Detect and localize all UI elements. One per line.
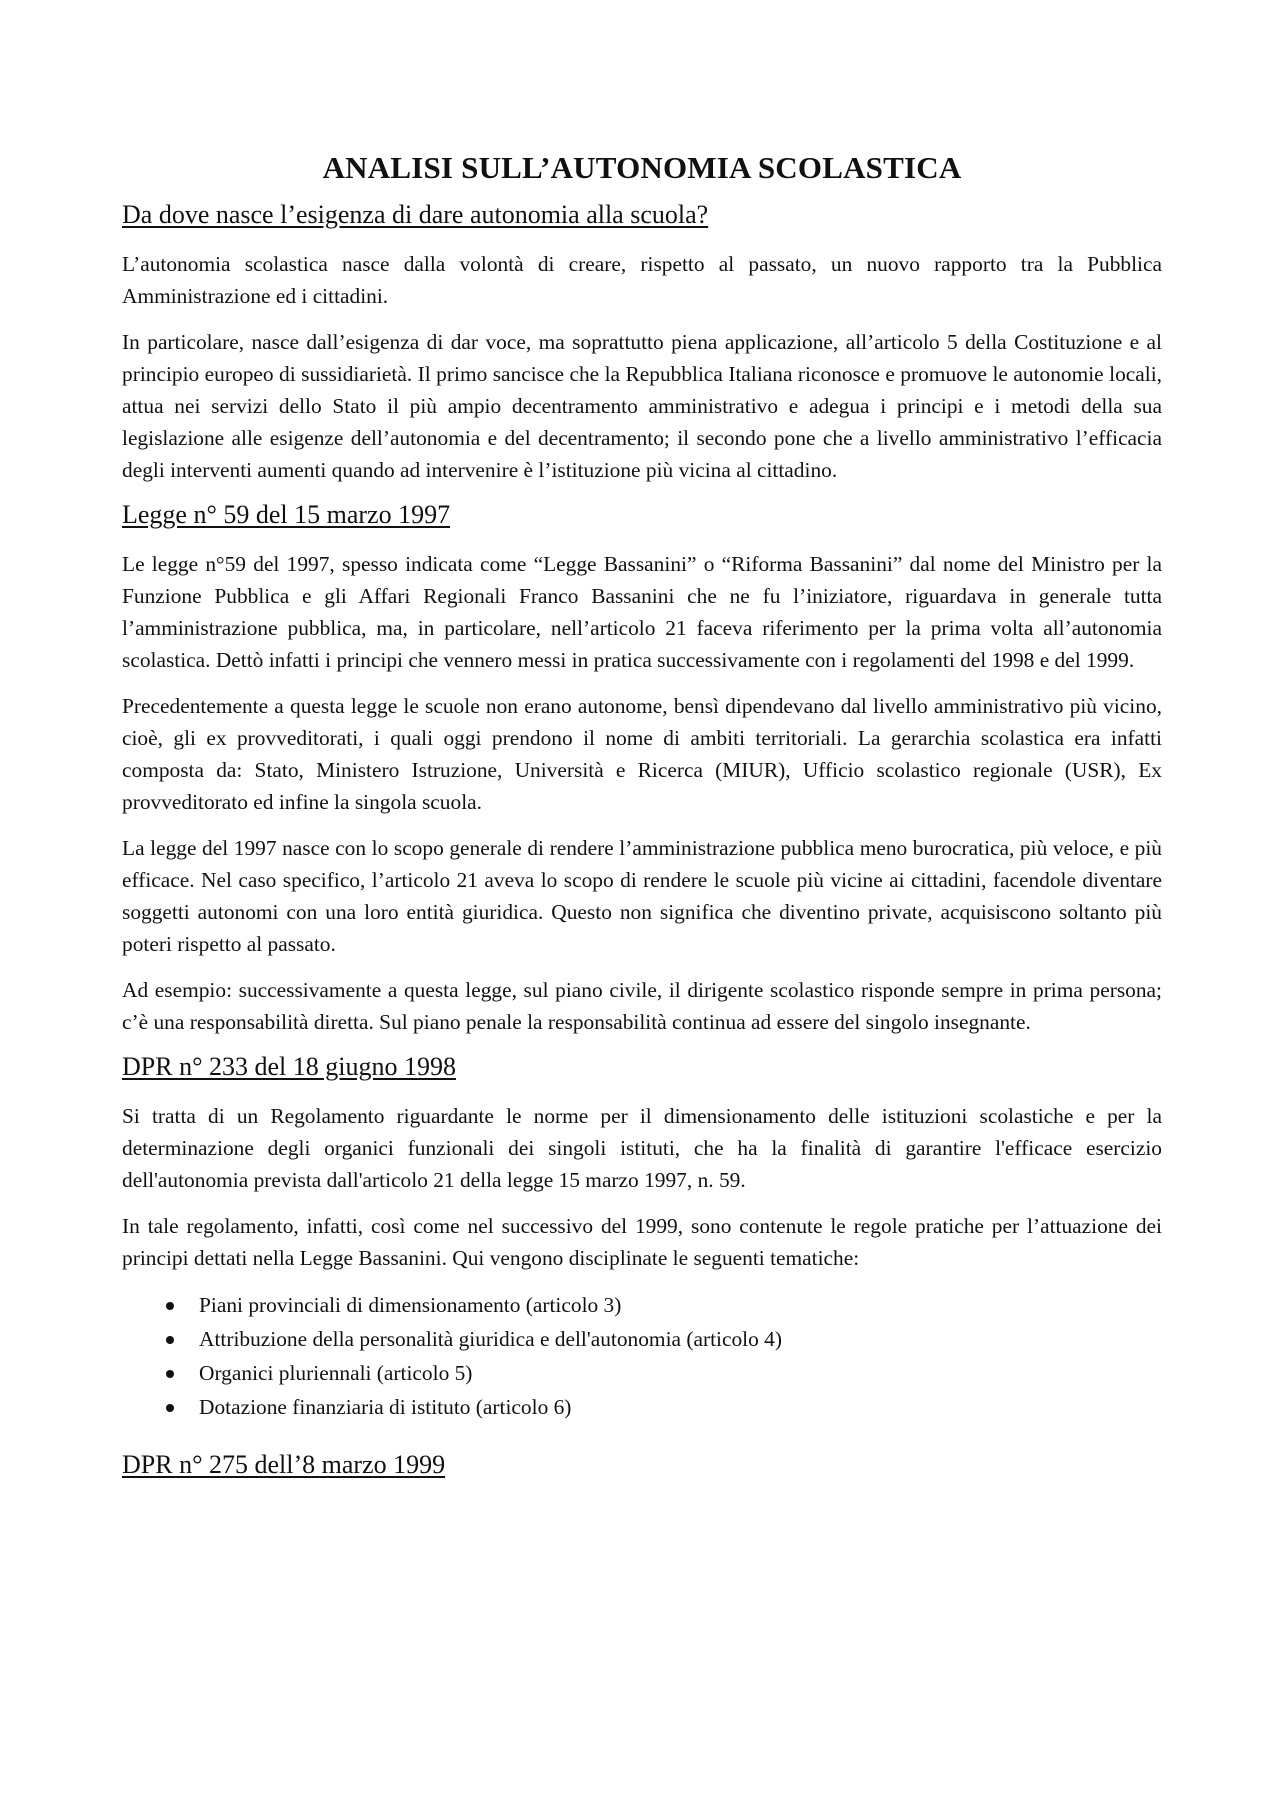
paragraph: Si tratta di un Regolamento riguardante le norme per il dimensionamento delle istituzioni scolastiche e per la determinazione degli organici funzionali dei singoli istituti, che ha la finalità di garantire l'efficace esercizio dell'autonomia prevista dall'articolo 21 della legge 15 marzo 1997, n. 59. — [122, 1104, 1162, 1192]
paragraph: In tale regolamento, infatti, così come nel successivo del 1999, sono contenute le regole pratiche per l’attuazione dei principi dettati nella Legge Bassanini. Qui vengono disciplinate le seguenti tematiche: — [122, 1214, 1162, 1270]
paragraph: La legge del 1997 nasce con lo scopo generale di rendere l’amministrazione pubblica meno burocratica, più veloce, e più efficace. Nel caso specifico, l’articolo 21 aveva lo scopo di rendere le scuole più vicine ai cittadini, facendole diventare soggetti autonomi con una loro entità giuridica. Questo non significa che diventino private, acquisiscono soltanto più poteri rispetto al passato. — [122, 836, 1162, 956]
section-heading-legge-59: Legge n° 59 del 15 marzo 1997 — [122, 500, 451, 529]
list-item-text: Dotazione finanziaria di istituto (articolo 6) — [199, 1395, 572, 1419]
document-page — [122, 150, 1162, 1498]
document-title: ANALISI SULL’AUTONOMIA SCOLASTICA — [322, 150, 962, 185]
list-item-text: Attribuzione della personalità giuridica e dell'autonomia (articolo 4) — [199, 1327, 782, 1351]
section-heading-dpr-275: DPR n° 275 dell’8 marzo 1999 — [122, 1450, 446, 1479]
bullet-icon — [166, 1404, 174, 1412]
paragraph: L’autonomia scolastica nasce dalla volontà di creare, rispetto al passato, un nuovo rapporto tra la Pubblica Amministrazione ed i cittadini. — [122, 252, 1162, 308]
bullet-icon — [166, 1336, 174, 1344]
paragraph: Le legge n°59 del 1997, spesso indicata come “Legge Bassanini” o “Riforma Bassanini” dal nome del Ministro per la Funzione Pubblica e gli Affari Regionali Franco Bassanini che ne fu l’iniziatore, riguardava in generale tutta l’amministrazione pubblica, ma, in particolare, nell’articolo 21 faceva riferimento per la prima volta all’autonomia scolastica. Dettò infatti i principi che vennero messi in pratica successivamente con i regolamenti del 1998 e del 1999. — [122, 552, 1162, 672]
list-item — [122, 1356, 1162, 1390]
list-item — [122, 1390, 1162, 1424]
paragraph: Ad esempio: successivamente a questa legge, sul piano civile, il dirigente scolastico risponde sempre in prima persona; c’è una responsabilità diretta. Sul piano penale la responsabilità continua ad essere del singolo insegnante. — [122, 978, 1162, 1034]
bullet-icon — [166, 1370, 174, 1378]
section-heading-esigenza: Da dove nasce l’esigenza di dare autonomia alla scuola? — [122, 200, 709, 229]
bullet-list — [122, 1288, 1162, 1424]
list-item-text: Organici pluriennali (articolo 5) — [199, 1361, 473, 1385]
paragraph: In particolare, nasce dall’esigenza di dar voce, ma soprattutto piena applicazione, all’articolo 5 della Costituzione e al principio europeo di sussidiarietà. Il primo sancisce che la Repubblica Italiana riconosce e promuove le autonomie locali, attua nei servizi dello Stato il più ampio decentramento amministrativo e adegua i principi e i metodi della sua legislazione alle esigenze dell’autonomia e del decentramento; il secondo pone che a livello amministrativo l’efficacia degli interventi aumenti quando ad intervenire è l’istituzione più vicina al cittadino. — [122, 330, 1162, 482]
section-heading-dpr-233: DPR n° 233 del 18 giugno 1998 — [122, 1052, 456, 1081]
list-item — [122, 1288, 1162, 1322]
paragraph: Precedentemente a questa legge le scuole non erano autonome, bensì dipendevano dal livello amministrativo più vicino, cioè, gli ex provveditorati, i quali oggi prendono il nome di ambiti territoriali. La gerarchia scolastica era infatti composta da: Stato, Ministero Istruzione, Università e Ricerca (MIUR), Ufficio scolastico regionale (USR), Ex provveditorato ed infine la singola scuola. — [122, 694, 1162, 814]
list-item — [122, 1322, 1162, 1356]
list-item-text: Piani provinciali di dimensionamento (articolo 3) — [199, 1293, 622, 1317]
bullet-icon — [166, 1302, 174, 1310]
